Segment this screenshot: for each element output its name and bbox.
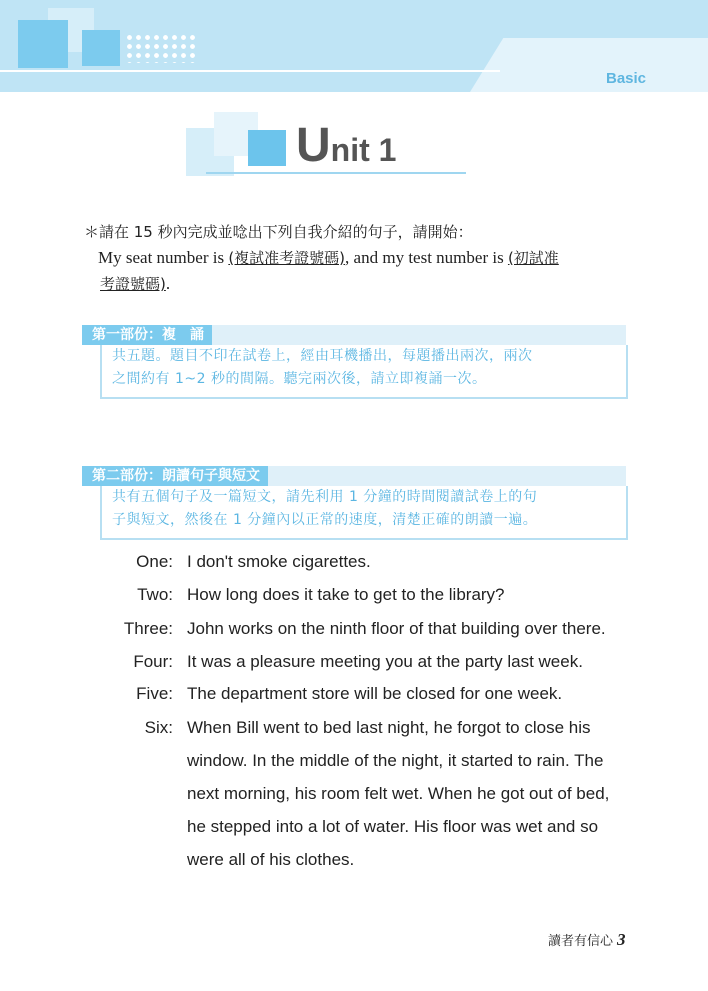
seat-suffix: . (165, 274, 171, 293)
sentence-label: Five: (136, 684, 173, 703)
section-instructions-box (100, 486, 628, 540)
sentence-text: How long does it take to get to the library? (187, 585, 505, 604)
section-instruction-line: 共五題。題目不印在試卷上，經由耳機播出，每題播出兩次，兩次 (112, 348, 533, 364)
seat-prefix: My seat number is (98, 248, 229, 267)
section-title: 第一部份：複 誦 (82, 325, 212, 345)
unit-title-rest: nit 1 (330, 132, 397, 168)
book-title: 讀者有信心 (548, 934, 614, 949)
page-footer (548, 930, 626, 950)
decor-square (82, 30, 120, 66)
section-instruction-line: 子與短文，然後在 1 分鐘內以正常的速度，清楚正確的朗讀一遍。 (112, 512, 538, 528)
sentence-row (0, 585, 708, 618)
unit-decor-square (248, 130, 286, 166)
sentence-row (0, 652, 708, 685)
passage-line: When Bill went to bed last night, he forgot to close his (187, 718, 591, 737)
section-instruction-line: 共有五個句子及一篇短文，請先利用 1 分鐘的時間閱讀試卷上的句 (112, 489, 538, 505)
header-band-highlight (470, 38, 708, 92)
passage-line: he stepped into a lot of water. His floor was wet and so (187, 817, 599, 836)
passage-line: next morning, his room felt wet. When he got out of bed, (187, 784, 610, 803)
sentence-label: Three: (123, 619, 173, 638)
sentence-row (0, 619, 708, 652)
sentence-text: John works on the ninth floor of that building over there. (187, 619, 606, 638)
seat-sentence-cont (100, 273, 170, 294)
sentence-text: I don't smoke cigarettes. (187, 552, 371, 571)
level-label: Basic (606, 70, 647, 87)
decor-dot-grid (125, 33, 197, 63)
section-title: 第二部份：朗讀句子與短文 (82, 466, 268, 486)
sentence-row (0, 552, 708, 585)
header-divider-line (0, 70, 500, 72)
instruction-line: ＊請在 15 秒內完成並唸出下列自我介紹的句子，請開始： (84, 223, 473, 241)
passage-line: window. In the middle of the night, it started to rain. The (187, 751, 604, 770)
page-number: 3 (617, 930, 626, 949)
passage-label: Six: (144, 718, 173, 737)
sentence-label: Two: (137, 585, 173, 604)
passage-line: were all of his clothes. (187, 850, 355, 869)
unit-title-initial: U (296, 119, 331, 172)
unit-title-underline (206, 172, 466, 174)
decor-square (18, 20, 68, 68)
unit-title (296, 118, 396, 173)
test-number-placeholder-a: (初試准 (507, 249, 559, 267)
seat-number-placeholder: (複試准考證號碼) (228, 249, 346, 267)
section-instructions-box (100, 345, 628, 399)
section-instruction-line: 之間約有 1~2 秒的間隔。聽完兩次後，請立即複誦一次。 (112, 371, 487, 387)
sentence-text: It was a pleasure meeting you at the party last week. (187, 652, 583, 671)
test-number-placeholder-b: 考證號碼) (100, 275, 166, 293)
passage-text (187, 711, 637, 876)
seat-sentence (98, 247, 559, 268)
sentence-label: One: (136, 552, 173, 571)
sentence-text: The department store will be closed for one week. (187, 684, 563, 703)
seat-middle: , and my test number is (345, 248, 508, 267)
sentence-label: Four: (133, 652, 173, 671)
